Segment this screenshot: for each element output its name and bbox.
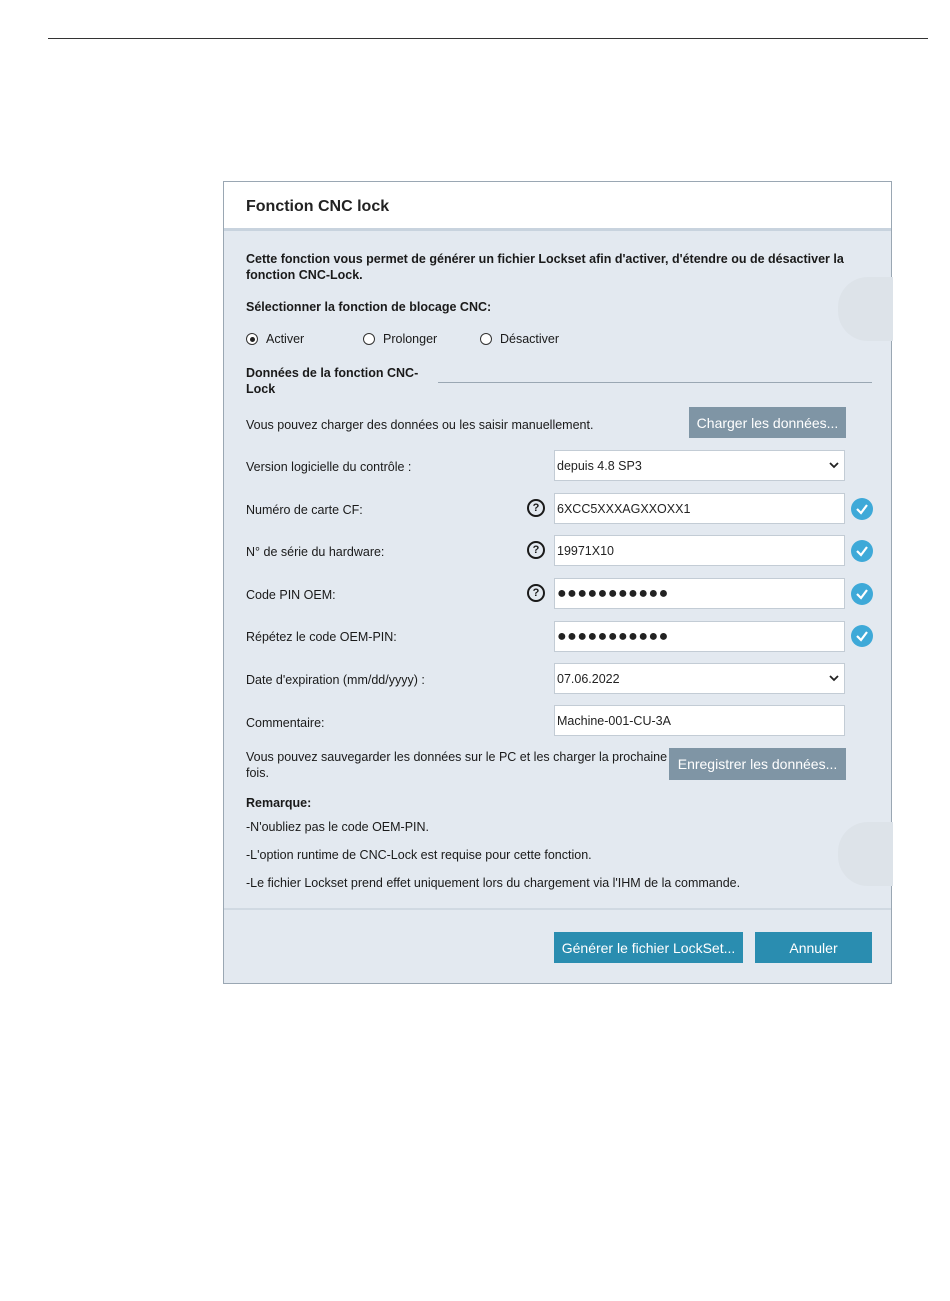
save-text: Vous pouvez sauvegarder les données sur le PC et les charger la prochaine [246,750,668,764]
comment-input[interactable] [554,705,845,736]
cf-card-input[interactable] [554,493,845,524]
section-title: Données de la fonction CNC- [246,366,419,380]
save-text: fois. [246,766,269,780]
radio-desactiver[interactable] [480,332,559,346]
check-icon [851,498,873,520]
pin-repeat-input[interactable] [554,621,845,652]
comment-label: Commentaire: [246,716,325,730]
intro-text: fonction CNC-Lock. [246,268,363,282]
help-icon[interactable]: ? [527,499,545,517]
select-function-label: Sélectionner la fonction de blocage CNC: [246,300,492,314]
remark-item: -N'oubliez pas le code OEM-PIN. [246,820,430,834]
pin-value: ●●●●●●●●●●● [557,584,669,602]
serial-value: 19971X10 [557,543,615,558]
dialog-title: Fonction CNC lock [246,198,390,215]
serial-input[interactable] [554,535,845,566]
radio-label: Activer [266,332,305,346]
pin-repeat-value: ●●●●●●●●●●● [557,627,669,645]
pin-repeat-label: Répétez le code OEM-PIN: [246,630,397,644]
remark-title: Remarque: [246,796,312,810]
intro-text: Cette fonction vous permet de générer un fichier Lockset afin d'activer, d'étendre ou de désactiver la [246,252,844,266]
load-text: Vous pouvez charger des données ou les saisir manuellement. [246,418,594,432]
chevron-down-icon [828,459,840,471]
check-icon [851,583,873,605]
section-divider [438,382,872,383]
chevron-down-icon [828,672,840,684]
pin-label: Code PIN OEM: [246,588,336,602]
page-top-rule [48,38,928,39]
remark-item: -Le fichier Lockset prend effet uniquement lors du chargement via l'IHM de la commande. [246,876,741,890]
footer-divider [224,908,891,910]
load-data-button[interactable]: Charger les données... [689,407,846,438]
decorative-shape [838,277,893,341]
cf-card-label: Numéro de carte CF: [246,503,363,517]
radio-button-selected[interactable] [246,333,258,345]
version-label: Version logicielle du contrôle : [246,460,412,474]
radio-label: Prolonger [383,332,438,346]
radio-activer[interactable] [246,332,304,346]
cnc-lock-dialog [223,181,892,984]
comment-value: Machine-001-CU-3A [557,713,671,728]
check-icon [851,540,873,562]
save-data-button[interactable]: Enregistrer les données... [669,748,846,780]
serial-label: N° de série du hardware: [246,545,385,559]
dialog-header [224,182,891,231]
version-select[interactable] [554,450,845,481]
cf-card-value: 6XCC5XXXAGXXOXX1 [557,501,691,516]
section-title: Lock [246,382,276,396]
cancel-button[interactable]: Annuler [755,932,872,963]
generate-lockset-button[interactable]: Générer le fichier LockSet... [554,932,743,963]
radio-label: Désactiver [500,332,560,346]
check-icon [851,625,873,647]
expiry-value: 07.06.2022 [557,671,620,686]
pin-input[interactable] [554,578,845,609]
expiry-label: Date d'expiration (mm/dd/yyyy) : [246,673,425,687]
radio-prolonger[interactable] [363,332,437,346]
decorative-shape [838,822,893,886]
version-value: depuis 4.8 SP3 [557,458,642,473]
expiry-date-select[interactable] [554,663,845,694]
radio-button[interactable] [480,333,492,345]
radio-button[interactable] [363,333,375,345]
help-icon[interactable]: ? [527,541,545,559]
remark-item: -L'option runtime de CNC-Lock est requise pour cette fonction. [246,848,592,862]
help-icon[interactable]: ? [527,584,545,602]
